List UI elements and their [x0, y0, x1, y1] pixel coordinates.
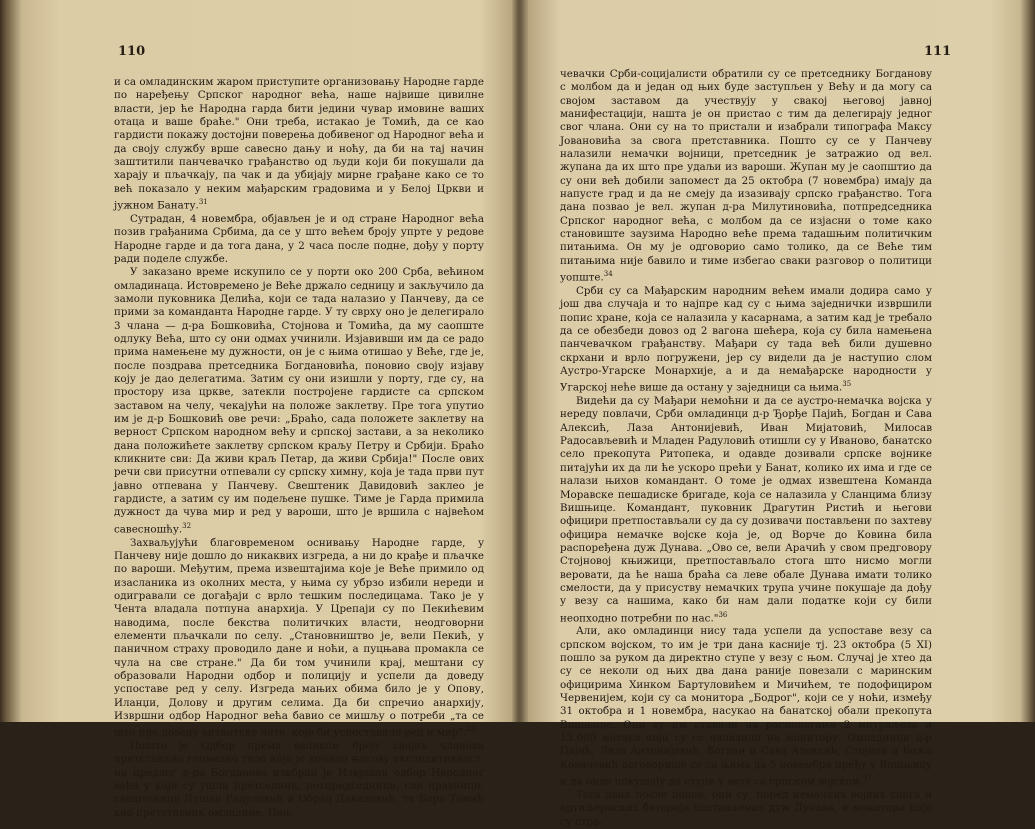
right-page	[528, 0, 1006, 828]
footnote-marker: 35	[842, 380, 852, 389]
paragraph: Видећи да су Мађари немоћни и да се аустро-немачка војска у нереду повлачи, Срби омладинци д-р Ђорђе Пајић, Богдан и Сава Алексић, Лаза Антонијевић, Иван Мијатовић, Милосав Радосављевић и Младен Радуловић отишли су у Иваново, банатско село прекопута Ритопека, и одавде дозивали српске војнике питајући их да ли ће ускоро прећи у Банат, колико их има и где се налази њихов командант. О томе је одмах извештена Команда Моравске пешадиске бригаде, која се налазила у Сланцима близу Вишњице. Командант, пуковник Драгутин Ристић и његови официри претпостављали су да су дозивачи постављени по захтеву официра немачке војске која је, од Ворче до Ковина била распоређена дуж Дунава. „Ово се, вели Арачић у свом предговору Стојновој књижици, претпостављало стога што нисмо могли веровати, да ће наша браћа са леве обале Дунава имати толико смелости, да у присуству немачких трупа учине покушаје да дођу у везу са нашима, како би нам дали податке који су били неопходно потребни по нас."$^{36}$	[560, 395, 932, 625]
paragraph: чевачки Срби-социјалисти обратили су се претседнику Богданову с молбом да и један од њих буде заступљен у Већу и да могу са својом заставом да учествују у свакој његовој јавној манифестацији, нашта је он пристао с тим да делегирају једног свог члана. Они су на то пристали и изабрали типографа Максу Јовановића за свога претставника. Пошто су се у Панчеву налазили немачки војници, претседник је затражио од вел. жупана да их што пре удаљи из вароши. Жупан му је саопштио да су они већ добили запомест да 25 октобра (7 новембра) имају да напусте град и да не смеју да изазивају српско грађанство. Тога дана позвао је вел. жупан д-ра Милутиновића, потпредседника Српског народног већа, с молбом да се изјасни о томе како становиште заузима Народно веће према тадашњим политичким питањима. Он му је одговорио само толико, да се Веће тим питањима није бавило и тиме избегао сваки разговор о политици уопште.$^{34}$	[560, 68, 932, 284]
paragraph: Срби су са Мађарским народним већем имали додира само у још два случаја и то најпре кад су с њима заједнички извршили попис хране, која се налазила у касарнама, а затим кад је требало да се обезбеди довоз од 2 вагона шећера, која су била намењена панчевачком грађанству. Мађари су тада већ били душевно скрхани и врло погружени, јер су видели да је наступио слом Аустро-Угарске Монархије, а и да немађарске народности у Угарској неће више да остану у заједници са њима.$^{35}$	[560, 284, 932, 394]
footnote-marker: 33	[466, 725, 476, 734]
footnote-marker: 37	[863, 774, 873, 783]
page-body	[114, 76, 484, 820]
footnote-marker: 31	[198, 198, 208, 207]
paragraph: У заказано време искупило се у порти око 200 Срба, већином омладинаца. Истовремено је Веће држало седницу и закључило да замоли пуковника Делића, који се тада налазио у Панчеву, да се прими за команданта Народне гарде. У ту сврху оно је делегирало 3 члана — д-ра Бошковића, Стојнова и Томића, да му саопште одлуку Већа, што су они одмах учинили. Изјавивши им да се радо прима намењене му дужности, он је с њима отишао у Веће, где је, после поздрава претседника Богдановића, поновио своју изјаву коју је дао делегатима. Затим су они изишли у порту, где су, на простору иза цркве, затекли постројене гардисте са српском заставом на челу, чекајући на положе заклетву. Пре тога упутио им је д-р Бошковић ове речи: „Браћо, сада положете заклетву на верност Српском народном већу и српској застави, а за неколико дана положићете заклетву српском краљу Петру и Србији. Браћо кликните сви: Да живи краљ Петар, да живи Србија!" После ових речи сви присутни отпевали су српску химну, која је тада први пут јавно отпевана у Панчеву. Свештеник Давидовић заклео је гардисте, а затим су им подељене пушке. Тиме је Гарда примила дужност да чува мир и ред у вароши, што је вршила с највећом савесношћу.$^{32}$	[114, 266, 484, 536]
paragraph: Пошто је Одбор према великом броју својих чланова претстављао гломазно тело које је кочило његову експедитивност, на предлог д-ра Богданова изабран је Извршни одбор Народног већа у који су ушли претседник, потпредседници, сви правници, свештеници Душан Радуловић и Обрад Давидовић, те Бора Томић као претставник омладине. Пан-	[114, 740, 484, 819]
paragraph: Сутрадан, 4 новембра, објављен је и од стране Народног већа позив грађанима Србима, да се у што већем броју упрте у редове Народне гарде и да тога дана, у 2 часа после подне, дођу у порту ради поделе службе.	[114, 212, 484, 265]
paragraph: Тога дана после подне, они су, поред немачких војних снага и артиљериских батерија постављених дуж Дунава, и монитора који су стра-	[560, 788, 932, 828]
book-gutter	[512, 0, 528, 722]
page-number: 111	[924, 44, 952, 59]
footnote-marker: 36	[718, 610, 728, 619]
left-page	[28, 0, 510, 819]
page-body	[560, 68, 932, 829]
footnote-marker: 32	[182, 521, 192, 530]
paragraph: и са омладинским жаром приступите организовању Народне гарде по наређењу Српског народног већа, наше највише цивилне власти, јер ће Народна гарда бити једини чувар имовине ваших отаца и ваше браће." Они треба, истакао је Томић, да се као гардисти покажу достојни поверења добивеног од Народног већа и да своју службу врше савесно дању и ноћу, да би на тај начин заштитили панчевачко грађанство од људи који би покушали да харају и пљачкају, па чак и да убијају мирне грађане како се то већ показало у неким мађарским градовима и у Белој Цркви и јужном Банату.$^{31}$	[114, 76, 484, 212]
paragraph: Захваљујући благовременом оснивању Народне гарде, у Панчеву није дошло до никаквих изгреда, а ни до крађе и пљачке по вароши. Међутим, према извештајима које је Веће примило од изасланика из околних места, у њима су убрзо избили нереди и одигравали се догађаји с врло тешким последицама. Тако је у Чента владала потпуна анархија. У Црепаји су по Пекићевим наводима, после бекства политичких власти, неодговорни елементи пљачкали по селу. „Становништво је, вели Пекић, у паничном страху проводило дане и ноћи, а пуцњава промакла се чула на све стране." Да би том учинили крај, мештани су образовали Народни одбор и полицију и успели да доведу успоставе ред у селу. Изгреда мањих обима било је у Опову, Иланџи, Долову и другим селима. Да би спречио анархију, Извршни одбор Народног већа бавио се мишљу о потреби „та се што пре доведу антантске чете, које би успоставиле ред и мир".$^{33}$	[114, 536, 484, 739]
footnote-marker: 34	[603, 270, 613, 279]
page-number: 110	[118, 44, 146, 59]
paragraph: Али, ако омладинци нису тада успели да успоставе везу са српском војском, то им је три дана касније тј. 23 октобра (5 XI) пошло за руком да директно ступе у везу с њом. Случај је хтео да су се неколи од њих два дана раније повезали с маринским официрима Хинком Бартуловићем и Мичићем, те подофицирoм Червенијем, који су са монитора „Бодрог", који се у ноћи, између 31 октобра и 1 новембра, насукао на банатској обали прекопута Вишњице. Они су им ставили на располагање 2 митраљеза и 13.000 метака који су се налазили на монитору. Омладинци д-р Пајић, Лаза Антонијевић, Богдан и Сава Алексић, Стојнов и Божа Ковачевић договорише се са њима да 5 новембра пређу у Вишњицу и да онде покушају да ступе у везу са српском војском.$^{37}$	[560, 625, 932, 788]
